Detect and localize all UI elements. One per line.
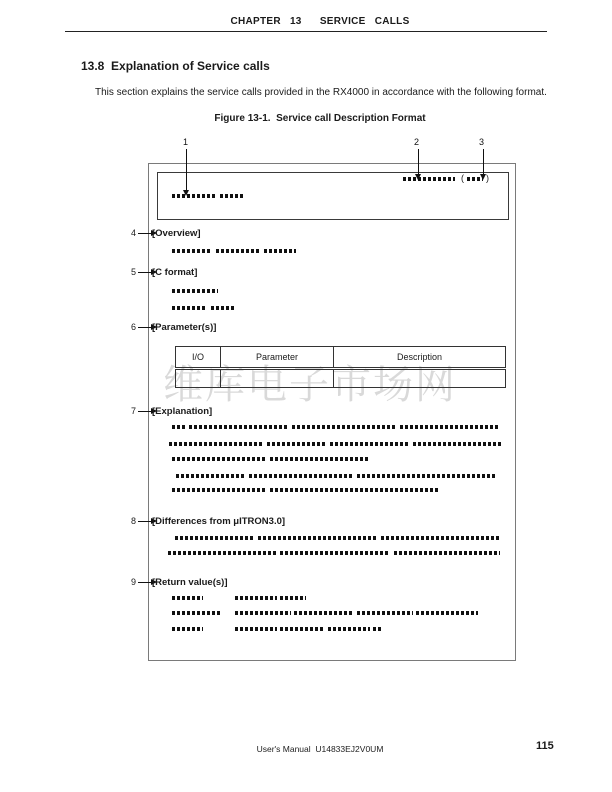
paren-group [461, 174, 489, 183]
callout-arrow-1 [186, 149, 187, 190]
callout-number-2: 2 [414, 137, 420, 147]
section-heading: 13.8 Explanation of Service calls [81, 59, 270, 73]
section-arrow-7 [138, 411, 151, 412]
figure-caption: Figure 13-1. Service call Description Format [214, 113, 426, 124]
section-number-8: 8 [130, 516, 136, 526]
section-number-7: 7 [130, 406, 136, 416]
section-label-parameters: [Parameter(s)] [152, 322, 217, 333]
table-cell-parameter [221, 369, 334, 388]
parameter-table [175, 346, 506, 388]
callout-arrow-3 [483, 149, 484, 174]
c-format-dashes-1 [172, 289, 218, 293]
explanation-dashes-1 [172, 425, 500, 429]
section-label-overview: [Overview] [152, 228, 201, 239]
table-header-parameter: Parameter [221, 347, 334, 369]
section-number-6: 6 [130, 322, 136, 332]
running-header-title: CHAPTER 13 SERVICE CALLS [230, 16, 410, 27]
table-header-io: I/O [176, 347, 221, 369]
section-arrow-9 [138, 582, 151, 583]
callout-number-3: 3 [479, 137, 485, 147]
explanation-dashes-4 [176, 474, 497, 478]
section-label-differences: [Differences from μITRON3.0] [152, 516, 286, 527]
section-arrow-8 [138, 521, 151, 522]
table-cell-io [176, 369, 221, 388]
section-label-return-values: [Return value(s)] [152, 577, 228, 588]
section-arrow-6 [138, 327, 151, 328]
return-row2-desc-dashes [235, 611, 478, 615]
paren-close: ) [486, 173, 489, 183]
service-call-name-dashes [172, 194, 244, 198]
section-number-9: 9 [130, 577, 136, 587]
explanation-dashes-2 [169, 442, 501, 446]
intro-paragraph: This section explains the service calls provided in the RX4000 in accordance with the following format. [95, 87, 547, 98]
section-arrow-5 [138, 272, 151, 273]
return-row3-code-dashes [172, 627, 203, 631]
return-row3-desc-dashes [235, 627, 381, 631]
callout-number-1: 1 [183, 137, 189, 147]
header-right-dashes [403, 177, 455, 181]
table-cell-description [334, 369, 506, 388]
page-number: 115 [536, 740, 554, 752]
paren-dashes [467, 177, 483, 181]
c-format-dashes-2 [172, 306, 234, 310]
return-row2-code-dashes [172, 611, 220, 615]
return-row1-desc-dashes [235, 596, 306, 600]
explanation-dashes-3 [172, 457, 370, 461]
section-number-5: 5 [130, 267, 136, 277]
differences-dashes-1 [175, 536, 499, 540]
section-label-explanation: [Explanation] [152, 406, 213, 417]
return-row1-code-dashes [172, 596, 203, 600]
overview-dashes [172, 249, 296, 253]
table-header-description: Description [334, 347, 506, 369]
section-label-c-format: [C format] [152, 267, 198, 278]
differences-dashes-2 [168, 551, 500, 555]
section-number-4: 4 [130, 228, 136, 238]
paren-open: ( [461, 173, 464, 183]
footer-text: User's Manual U14833EJ2V0UM [256, 744, 384, 754]
explanation-dashes-5 [172, 488, 440, 492]
section-arrow-4 [138, 233, 151, 234]
watermark: 维库电子市场网 [163, 363, 457, 407]
callout-arrow-2 [418, 149, 419, 174]
